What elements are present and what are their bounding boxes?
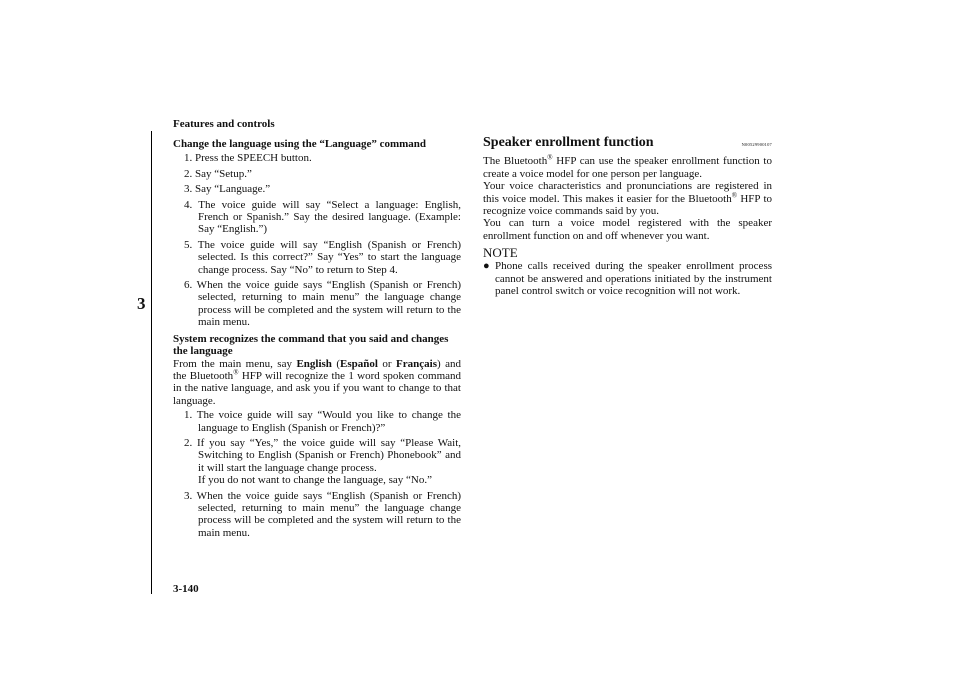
note-label: NOTE xyxy=(483,245,518,261)
list-item: 2. If you say “Yes,” the voice guide will say “Please Wait, Switching to English (Spanish or French) Phonebook” and it will start the language change process. If you do not want to change the language, say “No.” xyxy=(184,436,461,487)
steps-change-language xyxy=(173,409,461,539)
page-number: 3-140 xyxy=(173,583,199,595)
paragraph-voice-model: Your voice characteristics and pronunciations are registered in this voice model. This makes it easier for the Bluetooth® HFP to recognize voice commands said by you. xyxy=(483,180,772,218)
section-code: N00529900107 xyxy=(741,142,772,147)
list-item: 2. Say “Setup.” xyxy=(184,167,252,180)
paragraph-main-menu: From the main menu, say English (Español or Français) and the Bluetooth® HFP will recognize the 1 word spoken command in the native language, and ask you if you want to change to that language. xyxy=(173,357,462,407)
list-item: 5. The voice guide will say “English (Spanish or French) selected. Is this correct?” Say “Yes” to start the language change process. Say “No” to return to Step 4. xyxy=(184,238,461,276)
right-column xyxy=(483,137,772,297)
heading-language-command: Change the language using the “Language” command xyxy=(173,138,427,150)
section-title: Speaker enrollment function N00529900107 xyxy=(483,135,772,150)
running-header: Features and controls xyxy=(173,118,275,130)
list-item: 4. The voice guide will say “Select a language: English, French or Spanish.” Say the desired language. (Example: Say “English.”) xyxy=(184,198,461,236)
paragraph-intro: The Bluetooth® HFP can use the speaker enrollment function to create a voice model for one person per language. xyxy=(483,153,772,180)
note-text: Phone calls received during the speaker enrollment process cannot be answered and operations initiated by the instrument panel control switch or voice recognition will not work. xyxy=(495,260,772,298)
list-item: 1. The voice guide will say “Would you like to change the language to English (Spanish or French)?” xyxy=(184,409,461,434)
steps-language-command xyxy=(173,152,461,328)
chapter-tab-rule xyxy=(129,131,152,594)
list-item: 3. When the voice guide says “English (Spanish or French) selected, returning to main menu” the language change process will be completed and the system will return to the main menu. xyxy=(184,489,461,539)
list-item: 1. Press the SPEECH button. xyxy=(184,152,312,165)
heading-system-recognizes: System recognizes the command that you said and changes the language xyxy=(173,332,449,358)
bullet-icon: ● xyxy=(483,260,490,273)
paragraph-toggle: You can turn a voice model registered with the speaker enrollment function on and off whenever you want. xyxy=(483,217,772,242)
chapter-number: 3 xyxy=(137,294,146,313)
note-item xyxy=(483,260,772,297)
left-column xyxy=(173,138,461,543)
list-item: 6. When the voice guide says “English (Spanish or French) selected, returning to main menu” the language change process will be completed and the system will return to the main menu. xyxy=(184,279,461,329)
list-item: 3. Say “Language.” xyxy=(184,183,271,196)
